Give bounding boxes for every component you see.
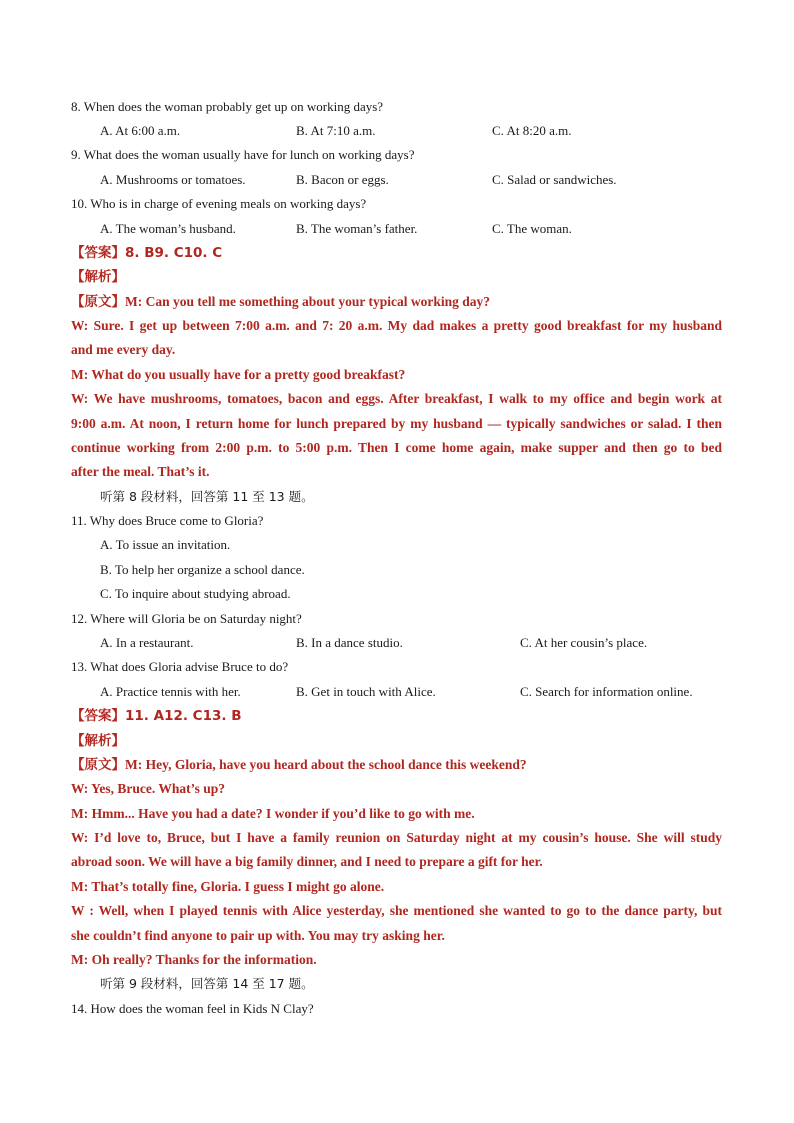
transcript-2-line-8: she couldn’t find anyone to pair up with. You may try asking her. — [71, 928, 445, 943]
transcript-2-line-2: W: Yes, Bruce. What’s up? — [71, 781, 226, 796]
q12-option-b: B. In a dance studio. — [296, 635, 403, 650]
q8-option-c: C. At 8:20 a.m. — [492, 123, 572, 138]
q12-option-a: A. In a restaurant. — [100, 635, 194, 650]
transcript-2-line-6: M: That’s totally fine, Gloria. I guess I might go alone. — [71, 879, 385, 894]
transcript-1-line-8: after the meal. That’s it. — [71, 464, 210, 479]
answer-key-1: 【答案】8. B9. C10. C — [71, 245, 223, 261]
q9-option-c: C. Salad or sandwiches. — [492, 172, 617, 187]
section-8-instruction: 听第 8 段材料，回答第 11 至 13 题。 — [100, 489, 314, 504]
transcript-2-line-7: W : Well, when I played tennis with Alice yesterday, she mentioned she wanted to go to the dance party, but — [71, 903, 722, 918]
question-9: 9. What does the woman usually have for lunch on working days? — [71, 147, 415, 162]
transcript-1-line-2: W: Sure. I get up between 7:00 a.m. and 7: 20 a.m. My dad makes a pretty good breakfast for my husband — [71, 318, 722, 333]
q11-option-c: C. To inquire about studying abroad. — [100, 586, 291, 601]
transcript-2-line-9: M: Oh really? Thanks for the information. — [71, 952, 317, 967]
q9-option-a: A. Mushrooms or tomatoes. — [100, 172, 246, 187]
q8-option-b: B. At 7:10 a.m. — [296, 123, 376, 138]
question-8: 8. When does the woman probably get up on working days? — [71, 99, 384, 114]
section-9-instruction: 听第 9 段材料，回答第 14 至 17 题。 — [100, 976, 314, 991]
question-11: 11. Why does Bruce come to Gloria? — [71, 513, 264, 528]
transcript-2-line-3: M: Hmm... Have you had a date? I wonder if you’d like to go with me. — [71, 806, 475, 821]
q12-option-c: C. At her cousin’s place. — [520, 635, 648, 650]
question-14: 14. How does the woman feel in Kids N Clay? — [71, 1001, 314, 1016]
transcript-2-line-4: W: I’d love to, Bruce, but I have a family reunion on Saturday night at my cousin’s house. She will study — [71, 830, 722, 845]
q13-option-b: B. Get in touch with Alice. — [296, 684, 436, 699]
transcript-1-line-5: W: We have mushrooms, tomatoes, bacon and eggs. After breakfast, I walk to my office and begin work at — [71, 391, 722, 406]
analysis-label-1: 【解析】 — [71, 269, 125, 285]
answer-key-2: 【答案】11. A12. C13. B — [71, 708, 242, 724]
transcript-1-line-4: M: What do you usually have for a pretty good breakfast? — [71, 367, 406, 382]
question-12: 12. Where will Gloria be on Saturday night? — [71, 611, 302, 626]
transcript-2-line-5: abroad soon. We will have a big family dinner, and I need to prepare a gift for her. — [71, 854, 543, 869]
q11-option-b: B. To help her organize a school dance. — [100, 562, 305, 577]
q13-option-a: A. Practice tennis with her. — [100, 684, 241, 699]
q9-option-b: B. Bacon or eggs. — [296, 172, 389, 187]
q8-option-a: A. At 6:00 a.m. — [100, 123, 181, 138]
q11-option-a: A. To issue an invitation. — [100, 537, 231, 552]
q10-option-c: C. The woman. — [492, 221, 572, 236]
analysis-label-2: 【解析】 — [71, 733, 125, 749]
transcript-1-line-1: 【原文】M: Can you tell me something about your typical working day? — [71, 294, 491, 309]
q10-option-b: B. The woman’s father. — [296, 221, 418, 236]
transcript-1-line-6: 9:00 a.m. At noon, I return home for lunch prepared by my husband — typically sandwiches or salad. I then — [71, 416, 722, 431]
q10-option-a: A. The woman’s husband. — [100, 221, 236, 236]
question-10: 10. Who is in charge of evening meals on working days? — [71, 196, 367, 211]
transcript-2-line-1: 【原文】M: Hey, Gloria, have you heard about the school dance this weekend? — [71, 757, 527, 772]
transcript-1-line-3: and me every day. — [71, 342, 176, 357]
transcript-1-line-7: continue working from 2:00 p.m. to 5:00 p.m. Then I come home again, make supper and then go to bed — [71, 440, 722, 455]
question-13: 13. What does Gloria advise Bruce to do? — [71, 659, 289, 674]
q13-option-c: C. Search for information online. — [520, 684, 693, 699]
